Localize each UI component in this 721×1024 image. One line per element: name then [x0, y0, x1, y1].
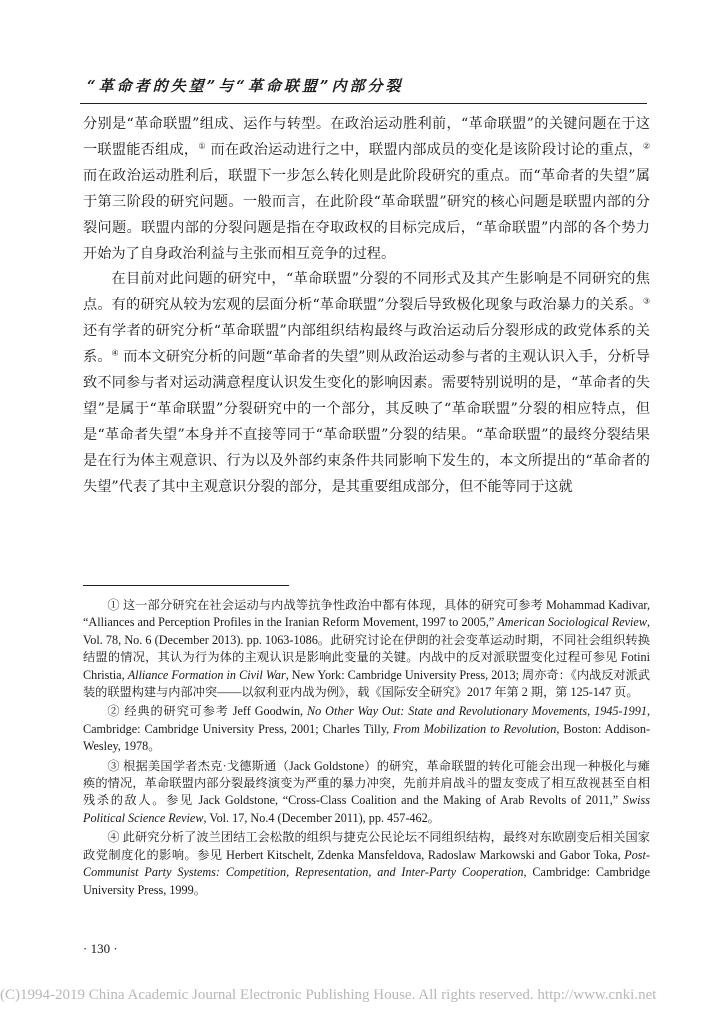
footnote-2 [83, 703, 650, 755]
book-title: From Mobilization to Revolution [393, 721, 557, 736]
text-run: , New York: Cambridge University Press, 2013; 周亦奇：《内战反对派武装的联盟构建与内部冲突——以叙利亚内战为例》，载《国际安全研究》2017 年第 2 期，第 125-147 页。 [83, 667, 651, 700]
text-run: ④ 此研究分析了波兰团结工会松散的组织与捷克公民论坛不同组织结构，最终对东欧剧变后相关国家政党制度化的影响。参见 Herbert Kitschelt, Zdenka Mansfeldova, Radoslaw Markowski and Gabor Toka, [83, 830, 650, 862]
text-run: 还有学者的研究分析“革命联盟”内部组织结构最终与政治运动后分裂形成的政党体系的关系。 [83, 323, 650, 366]
text-run: ① 这一部分研究在社会运动与内战等抗争性政治中都有体现，具体的研究可参考 Mohammad Kadivar, “Alliances and Perception Profiles in the Iranian Reform Movement, 1997 to 2005,” [83, 598, 650, 630]
footnote-4 [83, 829, 650, 899]
footnote-marker-4[interactable]: ④ [111, 348, 119, 358]
text-run: , Vol. 17, No.4 (December 2011), pp. 457-462。 [203, 810, 440, 825]
running-header: “革命者的失望”与“革命联盟”内部分裂 [87, 77, 404, 95]
book-title: Alliance Formation in Civil War [127, 667, 286, 682]
footnote-1 [83, 597, 650, 701]
text-run: , Cambridge: Cambridge University Press, 2001; Charles Tilly, [83, 704, 650, 736]
journal-title: American Sociological Review [497, 615, 647, 630]
text-run: 在目前对此问题的研究中，“革命联盟”分裂的不同形式及其产生影响是不同研究的焦点。有的研究从较为宏观的层面分析“革命联盟”分裂后导致极化现象与政治暴力的关系。 [83, 271, 650, 314]
copyright-watermark: (C)1994-2019 China Academic Journal Electronic Publishing House. All rights reserved. http://www.cnki.net [0, 987, 657, 1003]
footnote-marker-3[interactable]: ③ [642, 296, 650, 306]
text-run: 而本文研究分析的问题“革命者的失望”则从政治运动参与者的主观认识入手，分析导致不同参与者对运动满意程度认识发生变化的影响因素。需要特别说明的是，“革命者的失望”是属于“革命联盟”分裂研究中的一个部分，其反映了“革命联盟”分裂的相应特点，但是“革命者失望”本身并不直接等同于“革命联盟”分裂的结果。“革命联盟”的最终分裂结果是在行为体主观意识、行为以及外部约束条件共同影响下发生的，本文所提出的“革命者的失望”代表了其中主观意识分裂的部分，是其重要组成部分，但不能等同于这就 [83, 349, 650, 495]
text-run: 而在政治运动胜利后，联盟下一步怎么转化则是此阶段研究的重点。而“革命者的失望”属于第三阶段的研究问题。一般而言，在此阶段“革命联盟”研究的核心问题是联盟内部的分裂问题。联盟内部的分裂问题是指在夺取政权的目标完成后，“革命联盟”内部的各个势力开始为了自身政治利益与主张而相互竞争的过程。 [83, 167, 650, 262]
text-run: ② 经典的研究可参考 Jeff Goodwin, [107, 704, 308, 719]
text-run: , Vol. 78, No. 6 (December 2013). pp. 1063-1086。此研究讨论在伊朗的社会变革运动时期，不同社会组织转换结盟的情况，其认为行为体的主观认识是影响此变量的关键。内战中的反对派联盟变化过程可参见 Fotini Christia, [83, 615, 650, 682]
text-run: 分别是“革命联盟”组成、运作与转型。在政治运动胜利前，“革命联盟”的关键问题在于这一联盟能否组成， [83, 116, 650, 158]
book-title: Post-Communist Party Systems: Competition, Representation, and Inter-Party Cooperation [83, 847, 650, 880]
header-rule [80, 103, 647, 104]
paragraph-2 [83, 267, 650, 500]
book-title: No Other Way Out: State and Revolutionary Movements, 1945-1991 [307, 704, 647, 719]
paragraph-1 [83, 112, 650, 267]
footnote-marker-1[interactable]: ① [198, 141, 206, 151]
journal-title: Swiss Political Science Review [83, 793, 650, 825]
text-run: 而在政治运动进行之中，联盟内部成员的变化是该阶段讨论的重点， [205, 141, 643, 158]
footnotes [83, 597, 650, 901]
footnote-marker-2[interactable]: ② [642, 141, 651, 151]
text-run: ③ 根据美国学者杰克·戈德斯通（Jack Goldstone）的研究，革命联盟的转化可能会出现一种极化与瘫痪的情况，革命联盟内部分裂最终演变为严重的暴力冲突，先前并肩战斗的盟友变成了相互敌视甚至自相残杀的敌人。参见 Jack Goldstone, “Cross-Class Coalition and the Making of Arab Revolts of 2011,” [83, 758, 650, 808]
text-run: , Cambridge: Cambridge University Press, 1999。 [83, 865, 650, 897]
page-number: · 130 · [83, 941, 118, 956]
footnote-rule [83, 585, 289, 586]
body-text [83, 112, 650, 501]
footnote-3 [83, 758, 650, 828]
text-run: , Boston: Addison-Wesley, 1978。 [83, 721, 651, 754]
